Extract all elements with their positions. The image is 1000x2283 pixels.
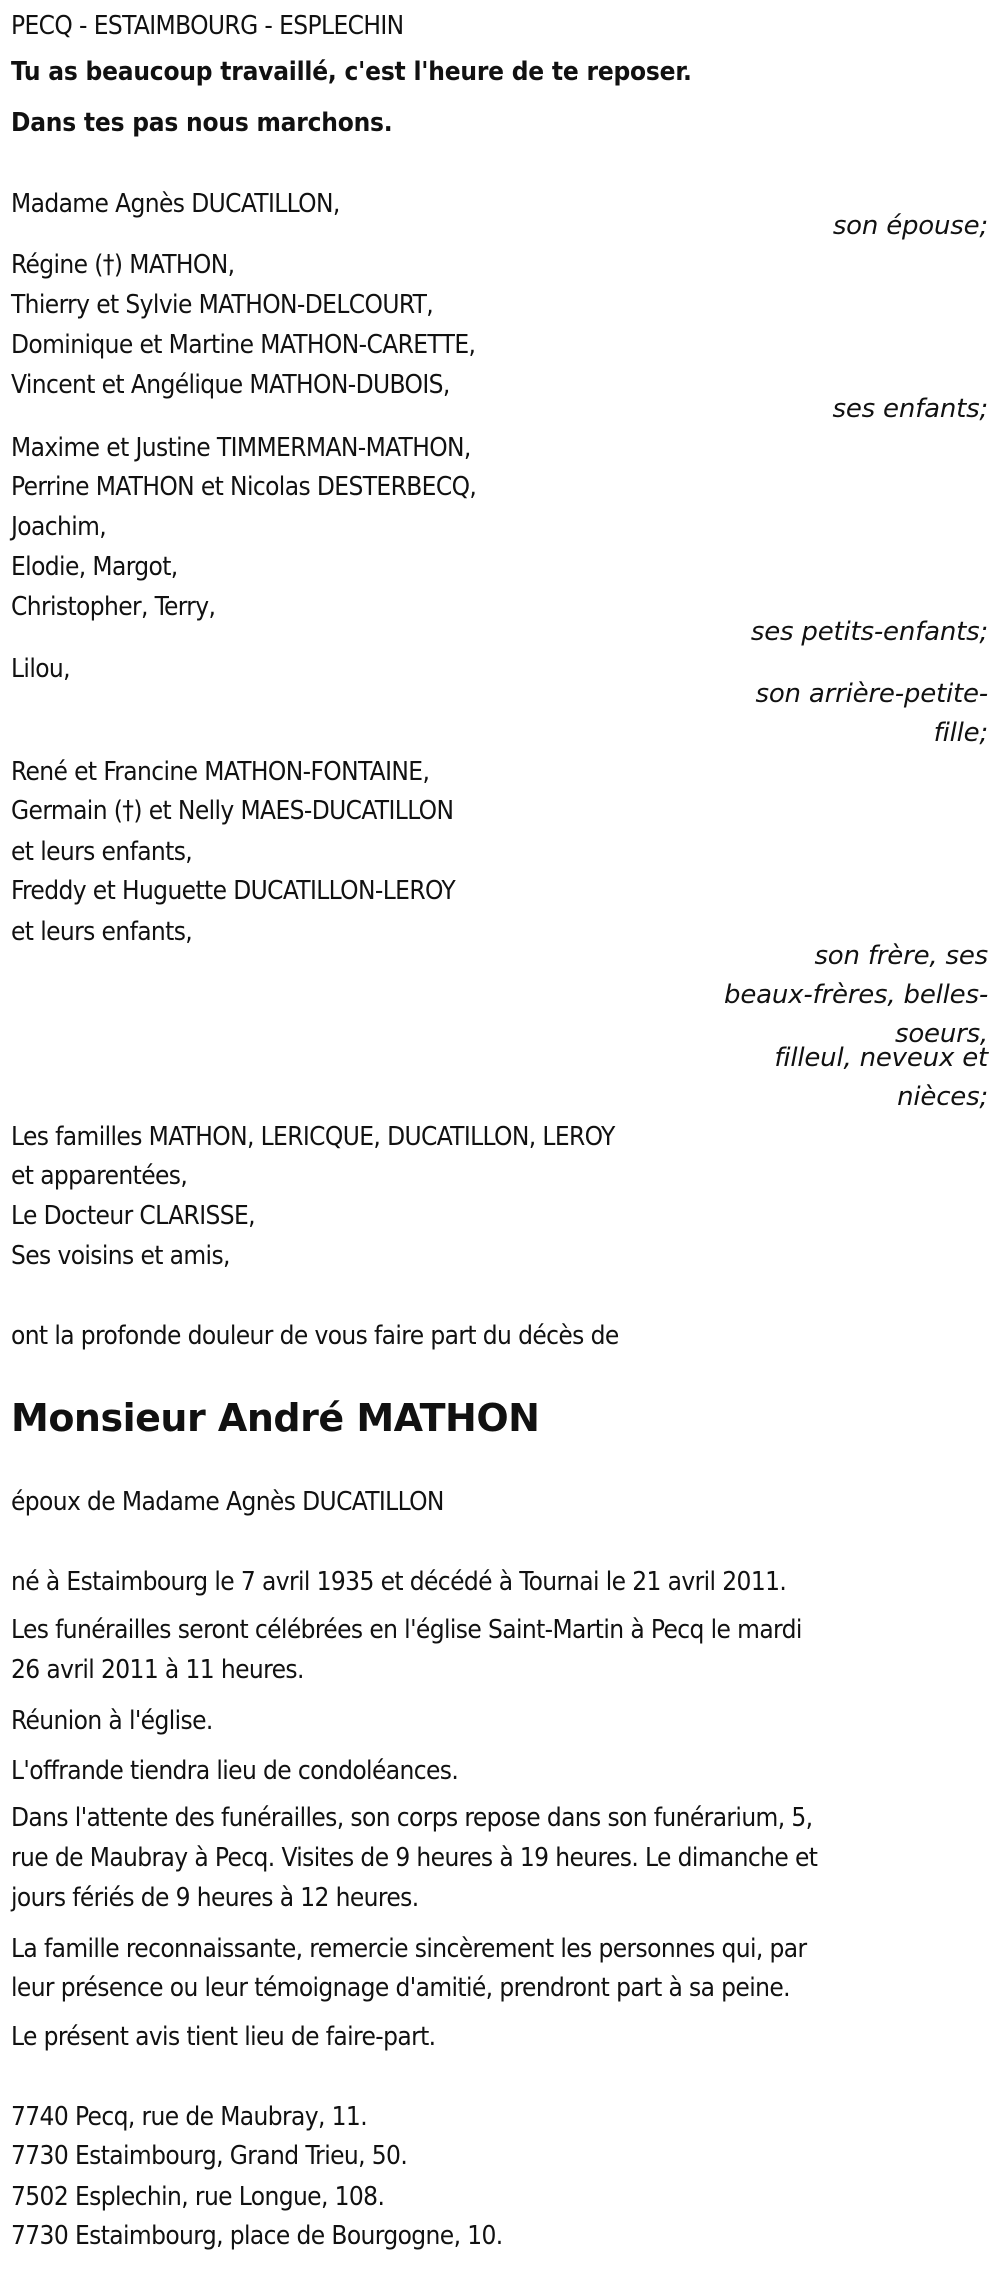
- address-line: 7730 Estaimbourg, place de Bourgogne, 10.: [11, 2221, 503, 2251]
- relation-great-grandchild-line: fille;: [933, 718, 988, 748]
- relation-siblings-line: soeurs,: [894, 1019, 988, 1049]
- grandchild-name: Elodie, Margot,: [11, 552, 178, 582]
- sibling-name: René et Francine MATHON-FONTAINE,: [11, 757, 430, 787]
- quote-line-2: Dans tes pas nous marchons.: [11, 108, 393, 138]
- relation-siblings-line: son frère, ses: [814, 941, 988, 971]
- others-line: Les familles MATHON, LERICQUE, DUCATILLON, LEROY: [11, 1122, 615, 1152]
- others-line: Ses voisins et amis,: [11, 1241, 230, 1271]
- sibling-name: Freddy et Huguette DUCATILLON-LEROY: [11, 876, 456, 906]
- offering-text: L'offrande tiendra lieu de condoléances.: [11, 1756, 459, 1786]
- relation-siblings-line: beaux-frères, belles-: [724, 980, 988, 1010]
- notice-text: Le présent avis tient lieu de faire-part.: [11, 2022, 436, 2052]
- visitation-text: rue de Maubray à Pecq. Visites de 9 heures à 19 heures. Le dimanche et: [11, 1843, 818, 1873]
- child-name: Dominique et Martine MATHON-CARETTE,: [11, 330, 476, 360]
- grandchild-name: Christopher, Terry,: [11, 592, 216, 622]
- address-line: 7740 Pecq, rue de Maubray, 11.: [11, 2102, 368, 2132]
- address-line: 7502 Esplechin, rue Longue, 108.: [11, 2182, 385, 2212]
- grandchild-name: Maxime et Justine TIMMERMAN-MATHON,: [11, 433, 471, 463]
- relation-grandchildren: ses petits-enfants;: [750, 617, 988, 647]
- sibling-name: et leurs enfants,: [11, 837, 193, 867]
- grandchild-name: Joachim,: [11, 512, 107, 542]
- thanks-text: La famille reconnaissante, remercie sincèrement les personnes qui, par: [11, 1934, 807, 1964]
- funeral-text: 26 avril 2011 à 11 heures.: [11, 1655, 304, 1685]
- relation-spouse: son épouse;: [832, 211, 988, 241]
- birth-death-text: né à Estaimbourg le 7 avril 1935 et décédé à Tournai le 21 avril 2011.: [11, 1567, 787, 1597]
- quote-line-1: Tu as beaucoup travaillé, c'est l'heure de te reposer.: [11, 57, 692, 87]
- funeral-text: Les funérailles seront célébrées en l'église Saint-Martin à Pecq le mardi: [11, 1615, 802, 1645]
- great-grandchild-name: Lilou,: [11, 654, 70, 684]
- meeting-text: Réunion à l'église.: [11, 1706, 213, 1736]
- thanks-text: leur présence ou leur témoignage d'amitié, prendront part à sa peine.: [11, 1973, 790, 2003]
- visitation-text: Dans l'attente des funérailles, son corps repose dans son funérarium, 5,: [11, 1803, 813, 1833]
- address-line: 7730 Estaimbourg, Grand Trieu, 50.: [11, 2141, 408, 2171]
- relation-siblings-line: nièces;: [897, 1082, 988, 1112]
- location-header: PECQ - ESTAIMBOURG - ESPLECHIN: [11, 11, 404, 41]
- child-name: Thierry et Sylvie MATHON-DELCOURT,: [11, 290, 434, 320]
- sibling-name: Germain (†) et Nelly MAES-DUCATILLON: [11, 796, 454, 826]
- others-line: et apparentées,: [11, 1161, 188, 1191]
- relation-siblings-line: filleul, neveux et: [774, 1043, 988, 1073]
- deceased-name: Monsieur André MATHON: [11, 1396, 540, 1440]
- deceased-spouse-line: époux de Madame Agnès DUCATILLON: [11, 1487, 444, 1517]
- announcement-text: ont la profonde douleur de vous faire part du décès de: [11, 1321, 619, 1351]
- child-name: Vincent et Angélique MATHON-DUBOIS,: [11, 370, 450, 400]
- spouse-name: Madame Agnès DUCATILLON,: [11, 189, 340, 219]
- child-name: Régine (†) MATHON,: [11, 250, 235, 280]
- visitation-text: jours fériés de 9 heures à 12 heures.: [11, 1883, 419, 1913]
- grandchild-name: Perrine MATHON et Nicolas DESTERBECQ,: [11, 472, 477, 502]
- relation-great-grandchild-line: son arrière-petite-: [755, 679, 988, 709]
- relation-children: ses enfants;: [832, 394, 988, 424]
- sibling-name: et leurs enfants,: [11, 917, 193, 947]
- others-line: Le Docteur CLARISSE,: [11, 1201, 256, 1231]
